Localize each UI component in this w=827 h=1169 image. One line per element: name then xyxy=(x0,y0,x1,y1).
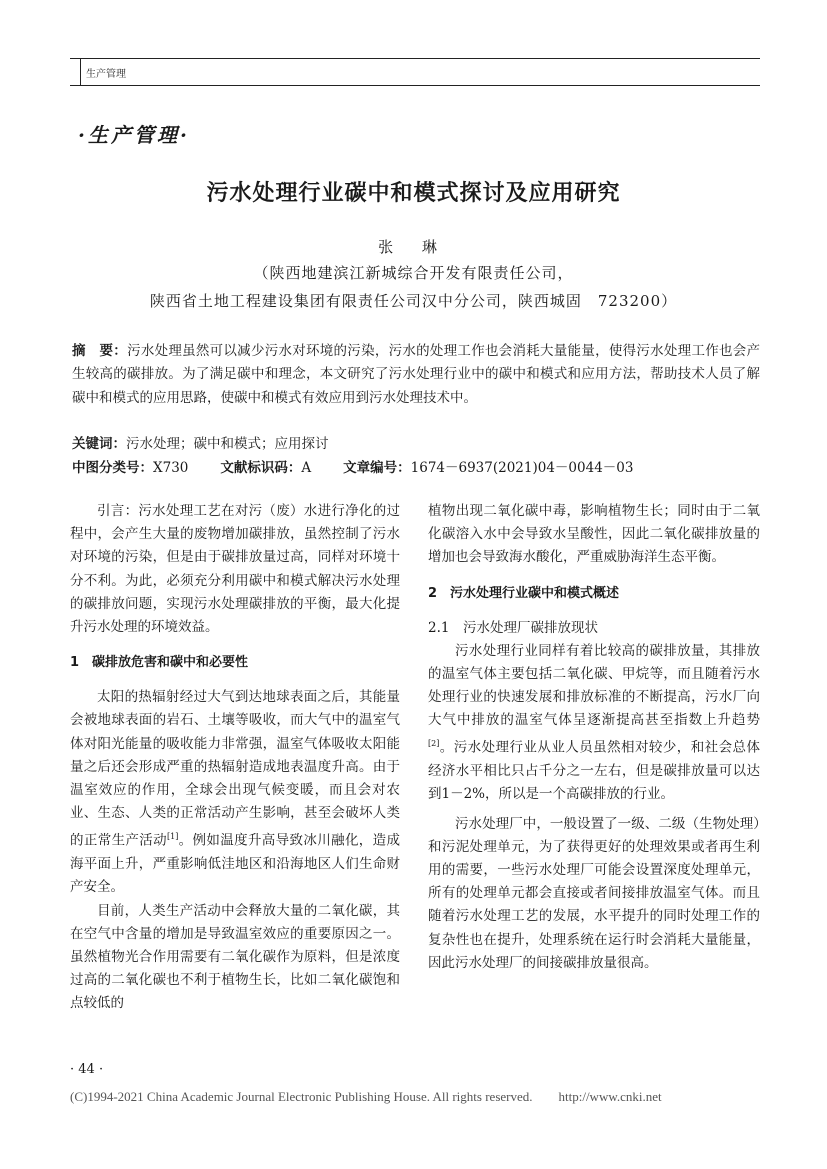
para1-text-b: 。例如温度升高导致冰川融化，造成海平面上升，严重影响低洼地区和沿海地区人们生命财产安全。 xyxy=(70,832,401,896)
right-column xyxy=(428,500,760,975)
article-number-value: 1674－6937(2021)04－0044－03 xyxy=(410,460,634,476)
running-header xyxy=(70,58,760,86)
affiliation-line-1: （陕西地建滨江新城综合开发有限责任公司， xyxy=(253,264,574,282)
header-sidebar-mark xyxy=(70,59,81,85)
paper-title: 污水处理行业碳中和模式探讨及应用研究 xyxy=(206,181,621,206)
section-2-paragraph-2: 污水处理厂中，一般设置了一级、二级（生物处理）和污泥处理单元，为了获得更好的处理效果或者再生利用的需要，一些污水处理厂可能会设置深度处理单元，所有的处理单元都会直接或者间接排放温室气体。而且随着污水处理工艺的发展，水平提升的同时处理工作的复杂性也在提升，处理系统在运行时会消耗大量能量，因此污水处理厂的间接碳排放量很高。 xyxy=(428,815,760,971)
para1-text-a: 太阳的热辐射经过大气到达地球表面之后，其能量会被地球表面的岩石、土壤等吸收，而大气中的温室气体对阳光能量的吸收能力非常强，温室气体吸收太阳能量之后还会形成严重的热辐射造成地表温度升高。由于温室效应的作用，全球会出现气候变暖，而且会对农业、生态、人类的正常活动产生影响，甚至会破坏人类的正常生产活动 xyxy=(70,689,400,849)
subsection-2-1-heading: 2.1 污水处理厂碳排放现状 xyxy=(428,619,598,636)
left-column xyxy=(70,500,400,1016)
section-tag: ·生产管理· xyxy=(78,123,190,147)
clc-value: X730 xyxy=(153,460,189,476)
section-1-paragraph-1 xyxy=(70,686,400,899)
author-name: 张 琳 xyxy=(378,238,449,256)
keywords-text: 污水处理；碳中和模式；应用探讨 xyxy=(126,436,329,452)
citation-2: [2] xyxy=(428,739,440,749)
section-2-paragraph-1 xyxy=(428,640,760,807)
abstract-text: 污水处理虽然可以减少污水对环境的污染，污水的处理工作也会消耗大量能量，使得污水处理工作也会产生较高的碳排放。为了满足碳中和理念，本文研究了污水处理行业中的碳中和模式和应用方法，帮助技术人员了解碳中和模式的应用思路，使碳中和模式有效应用到污水处理技术中。 xyxy=(72,343,760,406)
doc-code-label: 文献标识码： xyxy=(220,460,302,476)
page-number: · 44 · xyxy=(70,1062,104,1077)
running-title: 生产管理 xyxy=(86,69,126,80)
section-2-heading: 2 污水处理行业碳中和模式概述 xyxy=(428,585,620,601)
doc-code-value: A xyxy=(301,460,312,476)
abstract-label: 摘 要： xyxy=(72,343,128,359)
article-number-label: 文章编号： xyxy=(343,460,411,476)
affiliation-line-2: 陕西省土地工程建设集团有限责任公司汉中分公司，陕西城固 723200） xyxy=(149,292,678,310)
para3-text-a: 污水处理行业同样有着比较高的碳排放量，其排放的温室气体主要包括二氧化碳、甲烷等，而且随着污水处理行业的快速发展和排放标准的不断提高，污水厂向大气中排放的温室气体呈逐渐提高甚至指数上升趋势 xyxy=(428,642,760,729)
continued-paragraph: 植物出现二氧化碳中毒，影响植物生长；同时由于二氧化碳溶入水中会导致水呈酸性，因此二氧化碳排放量的增加也会导致海水酸化，严重威胁海洋生态平衡。 xyxy=(428,503,760,566)
para3-text-b: 。污水处理行业从业人员虽然相对较少，和社会总体经济水平相比只占千分之一左右，但是碳排放量可以达到1－2%，所以是一个高碳排放的行业。 xyxy=(428,739,760,803)
citation-1: [1] xyxy=(166,832,179,842)
copyright-notice: (C)1994-2021 China Academic Journal Electronic Publishing House. All rights reserved. http://www.cnki.net xyxy=(70,1089,662,1104)
abstract xyxy=(72,340,760,410)
keywords-label: 关键词： xyxy=(72,436,126,452)
section-1-paragraph-2: 目前，人类生产活动中会释放大量的二氧化碳，其在空气中含量的增加是导致温室效应的重要原因之一。虽然植物光合作用需要有二氧化碳作为原料，但是浓度过高的二氧化碳也不利于植物生长，比如二氧化碳饱和点较低的 xyxy=(70,902,400,1012)
clc-label: 中图分类号： xyxy=(72,460,153,476)
keywords xyxy=(72,432,772,452)
section-1-heading: 1 碳排放危害和碳中和必要性 xyxy=(70,655,249,671)
intro-paragraph: 引言：污水处理工艺在对污（废）水进行净化的过程中，会产生大量的废物增加碳排放，虽然控制了污水对环境的污染，但是由于碳排放量过高，同样对环境十分不利。为此，必须充分利用碳中和模式解决污水处理的碳排放问题，实现污水处理碳排放的平衡，最大化提升污水处理的环境效益。 xyxy=(70,503,400,636)
classification-line xyxy=(72,456,772,476)
